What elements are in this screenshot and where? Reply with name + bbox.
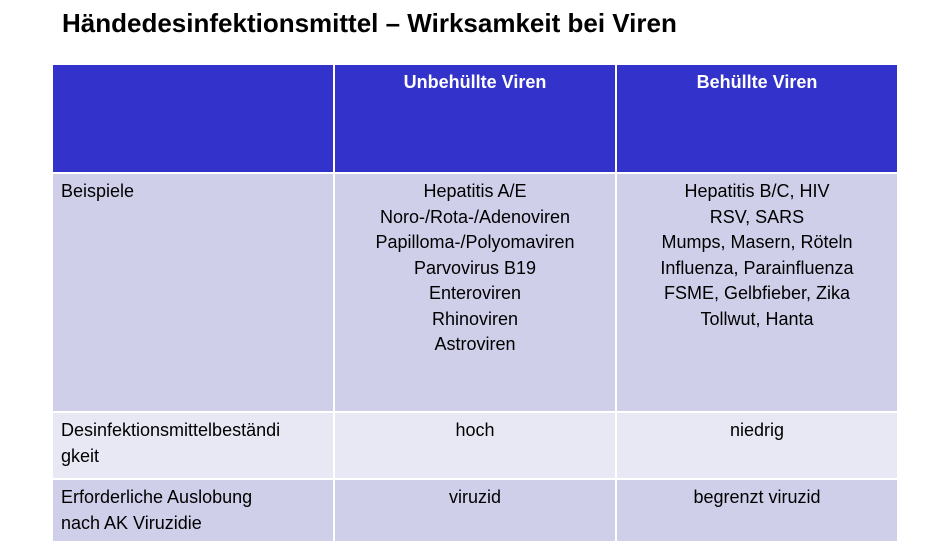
table-header-row — [52, 64, 898, 173]
row-label-text: nach AK Viruzidie — [61, 512, 202, 533]
list-item: RSV, SARS — [709, 206, 805, 227]
table-row-disinfectant-resistance — [52, 412, 898, 479]
cell-unenveloped-examples — [334, 173, 616, 412]
list-item: Rhinoviren — [431, 308, 519, 329]
page-title: Händedesinfektionsmittel – Wirksamkeit bei Viren — [62, 8, 677, 38]
cell-enveloped-examples — [616, 173, 898, 412]
row-label-text: Beispiele — [61, 181, 135, 201]
list-item: Mumps, Masern, Röteln — [661, 232, 853, 252]
list-item: Noro-/Rota-/Adenoviren — [379, 206, 571, 227]
table-row-required-claim — [52, 479, 898, 542]
row-label-examples — [52, 173, 334, 412]
row-label-text: Erforderliche Auslobung — [61, 487, 253, 507]
list-item: Astroviren — [434, 334, 516, 354]
header-unenveloped-viruses: Unbehüllte Viren — [334, 64, 616, 173]
row-label-text: gkeit — [61, 445, 100, 466]
row-label-disinfectant-resistance — [52, 412, 334, 479]
cell-unenveloped-resistance: hoch — [334, 412, 616, 479]
list-item: Influenza, Parainfluenza — [660, 257, 854, 278]
cell-enveloped-claim: begrenzt viruzid — [616, 479, 898, 542]
list-item: Enteroviren — [428, 283, 522, 303]
virus-effectiveness-table — [51, 63, 899, 543]
list-item: Parvovirus B19 — [413, 257, 537, 278]
cell-enveloped-resistance: niedrig — [616, 412, 898, 479]
header-corner-cell — [52, 64, 334, 173]
row-label-required-claim — [52, 479, 334, 542]
row-label-text: Desinfektionsmittelbeständi — [61, 420, 281, 440]
list-item: Hepatitis B/C, HIV — [684, 181, 830, 201]
table-row-examples — [52, 173, 898, 412]
list-item: FSME, Gelbfieber, Zika — [663, 283, 851, 303]
list-item: Tollwut, Hanta — [700, 308, 814, 329]
header-enveloped-viruses: Behüllte Viren — [616, 64, 898, 173]
list-item: Hepatitis A/E — [423, 181, 527, 201]
list-item: Papilloma-/Polyomaviren — [375, 232, 575, 252]
cell-unenveloped-claim: viruzid — [334, 479, 616, 542]
